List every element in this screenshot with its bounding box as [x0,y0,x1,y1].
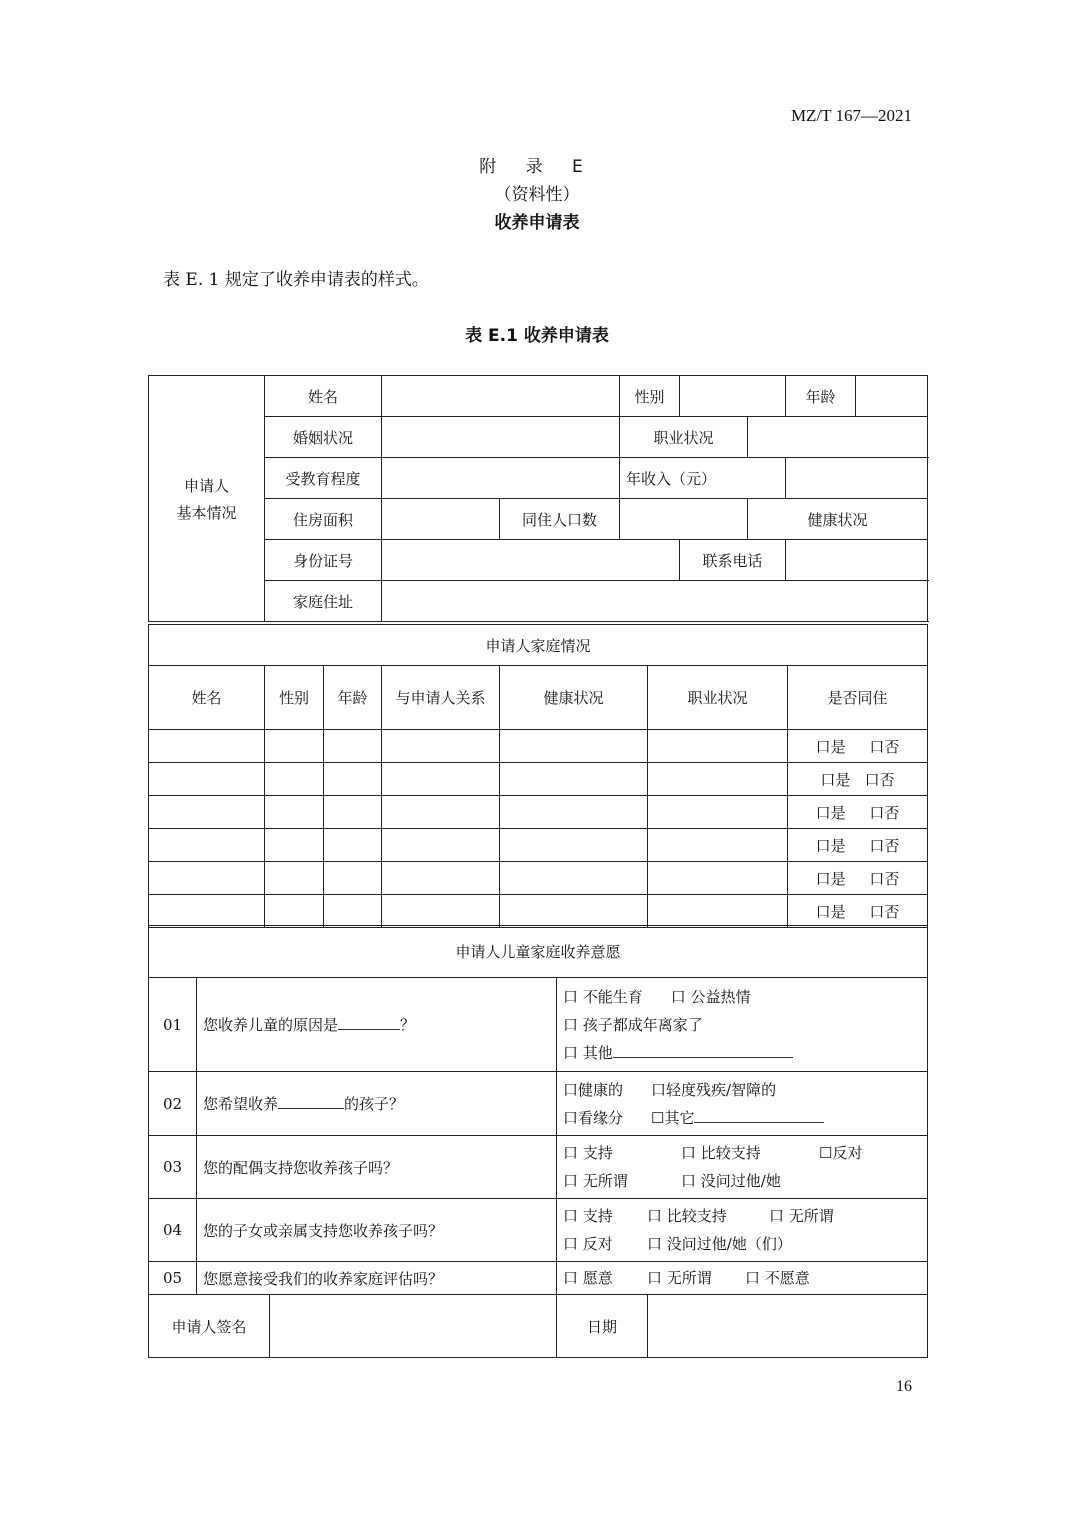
q03-opt3[interactable]: ☐反对 [819,1144,863,1162]
field-age[interactable] [856,376,928,417]
q01-number: 01 [149,978,197,1072]
checkbox-no[interactable]: 口否 [864,770,895,789]
cell[interactable] [324,796,382,829]
col-age: 年龄 [324,666,382,730]
cell[interactable] [648,862,788,895]
label-name: 姓名 [265,376,382,417]
checkbox-yes[interactable]: 口是 [815,737,846,756]
field-income[interactable] [786,458,928,499]
q03-opt5[interactable]: 口 没问过他/她 [681,1172,781,1190]
cell[interactable] [265,763,324,796]
appendix-name: 收养申请表 [494,213,580,233]
cell[interactable] [500,862,648,895]
cell[interactable] [324,730,382,763]
col-occupation: 职业状况 [648,666,788,730]
q04-options [557,1199,928,1262]
q04-opt2[interactable]: 口 比较支持 [647,1207,727,1225]
label-signature: 申请人签名 [149,1295,270,1358]
checkbox-no[interactable]: 口否 [869,803,900,822]
q02-opt2[interactable]: 口轻度残疾/智障的 [651,1080,777,1099]
page-number: 16 [896,1378,912,1395]
cohabit-choice [788,862,928,895]
cell[interactable] [500,763,648,796]
q02-opt1[interactable]: 口健康的 [563,1080,624,1099]
field-marital[interactable] [382,417,620,458]
q05-number: 05 [149,1262,197,1295]
q01-text-b: ？ [400,1016,416,1034]
field-signature[interactable] [270,1295,557,1358]
field-gender[interactable] [680,376,786,417]
q05-opt2[interactable]: 口 无所谓 [647,1269,712,1287]
label-phone: 联系电话 [680,540,786,581]
checkbox-yes[interactable]: 口是 [815,803,846,822]
checkbox-yes[interactable]: 口是 [820,770,851,789]
table-row [149,730,928,763]
q03-number: 03 [149,1136,197,1199]
checkbox-no[interactable]: 口否 [869,836,900,855]
q03-opt4[interactable]: 口 无所谓 [563,1172,628,1190]
q02-opt3[interactable]: 口看缘分 [563,1108,624,1127]
cell[interactable] [382,730,500,763]
cell[interactable] [324,862,382,895]
col-health: 健康状况 [500,666,648,730]
label-education: 受教育程度 [265,458,382,499]
q04-number: 04 [149,1199,197,1262]
table-row [149,829,928,862]
field-phone[interactable] [786,540,928,581]
q01-opt3[interactable]: 口 孩子都成年离家了 [563,1015,703,1034]
label-occupation: 职业状况 [620,417,748,458]
q02-options [557,1072,928,1136]
q02-text-b: 的孩子？ [344,1095,405,1113]
q01-options [557,978,928,1072]
label-housing: 住房面积 [265,499,382,540]
cell[interactable] [149,763,265,796]
cell[interactable] [648,829,788,862]
q02-number: 02 [149,1072,197,1136]
q01-other-blank[interactable] [613,1043,793,1058]
q04-question: 您的子女或亲属支持您收养孩子吗？ [197,1199,557,1262]
cell[interactable] [324,763,382,796]
cell[interactable] [648,796,788,829]
cohabit-choice [788,763,928,796]
field-occupation[interactable] [748,417,928,458]
label-date: 日期 [557,1295,648,1358]
table-row [149,796,928,829]
q05-opt3[interactable]: 口 不愿意 [745,1269,810,1287]
cell[interactable] [149,730,265,763]
label-marital: 婚姻状况 [265,417,382,458]
field-education[interactable] [382,458,620,499]
cell[interactable] [265,862,324,895]
q01-opt1[interactable]: 口 不能生育 [563,987,643,1006]
family-section-title: 申请人家庭情况 [149,625,928,666]
q02-opt4[interactable]: ☐其它 [651,1108,695,1127]
q01-opt2[interactable]: 口 公益热情 [670,987,751,1006]
q01-question [197,978,557,1072]
label-gender: 性别 [620,376,680,417]
appendix-nature: （资料性） [494,185,580,205]
field-id-no[interactable] [382,540,680,581]
cell[interactable] [648,730,788,763]
q05-options [557,1262,928,1295]
cell[interactable] [265,796,324,829]
col-cohabit: 是否同住 [788,666,928,730]
field-date[interactable] [648,1295,928,1358]
q02-question [197,1072,557,1136]
family-table [148,624,928,928]
cell[interactable] [265,895,324,928]
checkbox-yes[interactable]: 口是 [815,836,846,855]
cell[interactable] [500,829,648,862]
table-row [149,763,928,796]
q05-question: 您愿意接受我们的收养家庭评估吗？ [197,1262,557,1295]
cohabit-choice [788,829,928,862]
cell[interactable] [382,796,500,829]
cohabit-choice [788,796,928,829]
basic-info-table [148,375,928,622]
cell[interactable] [382,829,500,862]
cell[interactable] [382,895,500,928]
cell[interactable] [500,895,648,928]
basic-section-label [149,376,265,622]
label-health: 健康状况 [748,499,928,540]
cell[interactable] [500,796,648,829]
cell[interactable] [149,829,265,862]
section-line-1: 申请人 [183,476,229,495]
q01-opt4[interactable]: 口 其他 [563,1043,613,1062]
field-housing[interactable] [382,499,500,540]
label-age: 年龄 [786,376,856,417]
q03-options [557,1136,928,1199]
cell[interactable] [149,862,265,895]
q04-opt5[interactable]: 口 没问过他/她（们） [647,1235,792,1253]
cohabit-choice [788,895,928,928]
checkbox-no[interactable]: 口否 [869,737,900,756]
checkbox-yes[interactable]: 口是 [815,902,846,921]
label-address: 家庭住址 [265,581,382,622]
q04-opt4[interactable]: 口 反对 [563,1235,613,1253]
cell[interactable] [265,829,324,862]
checkbox-no[interactable]: 口否 [869,902,900,921]
intro-text: 表 E. 1 规定了收养申请表的样式。 [163,270,429,290]
label-id-no: 身份证号 [265,540,382,581]
cell[interactable] [324,829,382,862]
table-caption: 表 E.1 收养申请表 [465,326,609,346]
cell[interactable] [648,763,788,796]
cell[interactable] [149,895,265,928]
q02-other-blank[interactable] [694,1108,824,1123]
cell[interactable] [648,895,788,928]
checkbox-no[interactable]: 口否 [869,869,900,888]
label-cohabit-count: 同住人口数 [500,499,620,540]
q04-opt3[interactable]: 口 无所谓 [769,1207,834,1225]
table-row [149,862,928,895]
cell[interactable] [324,895,382,928]
q03-question: 您的配偶支持您收养孩子吗？ [197,1136,557,1199]
cohabit-choice [788,730,928,763]
col-name: 姓名 [149,666,265,730]
col-gender: 性别 [265,666,324,730]
cell[interactable] [265,730,324,763]
checkbox-yes[interactable]: 口是 [815,869,846,888]
field-name[interactable] [382,376,620,417]
appendix-title: 附 录 E [479,157,595,177]
q03-opt1[interactable]: 口 支持 [563,1144,613,1162]
label-income: 年收入（元） [620,458,786,499]
q01-blank[interactable] [338,1015,400,1030]
col-relation: 与申请人关系 [382,666,500,730]
section-line-2: 基本情况 [176,503,237,522]
q02-blank[interactable] [278,1094,344,1109]
q05-opt1[interactable]: 口 愿意 [563,1269,613,1287]
q03-opt2[interactable]: 口 比较支持 [681,1144,761,1162]
willingness-section-title: 申请人儿童家庭收养意愿 [149,926,928,978]
cell[interactable] [149,796,265,829]
cell[interactable] [382,862,500,895]
willingness-table [148,925,928,1358]
table-row [149,895,928,928]
q02-text-a: 您希望收养 [203,1095,279,1113]
cell[interactable] [500,730,648,763]
q01-text-a: 您收养儿童的原因是 [203,1016,339,1034]
standard-number: MZ/T 167—2021 [790,106,912,125]
q04-opt1[interactable]: 口 支持 [563,1207,613,1225]
field-cohabit-count[interactable] [620,499,748,540]
field-address[interactable] [382,581,928,622]
cell[interactable] [382,763,500,796]
